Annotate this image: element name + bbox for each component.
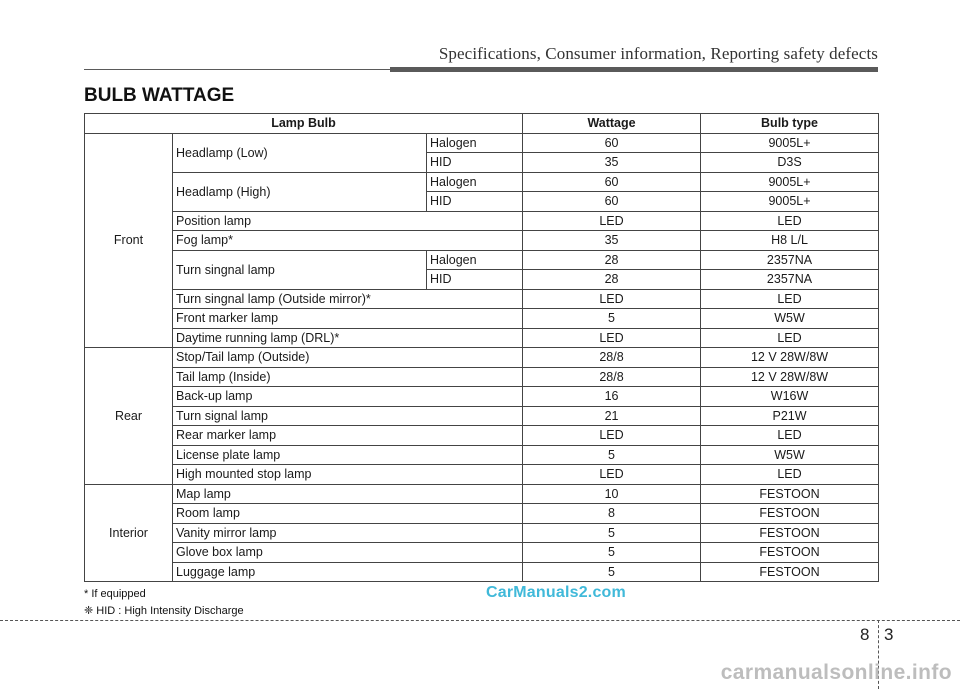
lamp-label: License plate lamp (173, 445, 523, 465)
table-row (85, 133, 879, 153)
wattage-cell: 5 (523, 523, 701, 543)
table-row (85, 231, 879, 251)
watermark-carmanualsonline[interactable]: carmanualsonline.info (720, 661, 952, 684)
watermark-carmanuals2[interactable]: CarManuals2.com (486, 584, 626, 601)
wattage-cell: LED (523, 328, 701, 348)
lamp-label: Tail lamp (Inside) (173, 367, 523, 387)
wattage-cell: 28/8 (523, 348, 701, 368)
wattage-cell: 5 (523, 309, 701, 329)
wattage-cell: 60 (523, 172, 701, 192)
lamp-label: Stop/Tail lamp (Outside) (173, 348, 523, 368)
table-row (85, 523, 879, 543)
wattage-cell: 10 (523, 484, 701, 504)
wattage-cell: 5 (523, 445, 701, 465)
wattage-cell: LED (523, 289, 701, 309)
bulb-type-cell: FESTOON (701, 523, 879, 543)
bulb-type-cell: 12 V 28W/8W (701, 348, 879, 368)
page-title: BULB WATTAGE (84, 85, 235, 106)
table-row (85, 484, 879, 504)
lamp-label: Glove box lamp (173, 543, 523, 563)
group-front: Front (85, 133, 173, 348)
wattage-cell: 5 (523, 543, 701, 563)
lamp-kind: Halogen (427, 172, 523, 192)
bulb-type-cell: FESTOON (701, 562, 879, 582)
wattage-cell: 8 (523, 504, 701, 524)
bulb-wattage-table (84, 113, 879, 582)
footnote-hid: ❈ HID : High Intensity Discharge (84, 605, 244, 617)
wattage-cell: 35 (523, 231, 701, 251)
lamp-label: High mounted stop lamp (173, 465, 523, 485)
lamp-kind: HID (427, 153, 523, 173)
lamp-label: Back-up lamp (173, 387, 523, 407)
header-rule-thin (84, 69, 390, 70)
bulb-type-cell: FESTOON (701, 543, 879, 563)
lamp-label: Front marker lamp (173, 309, 523, 329)
lamp-kind: Halogen (427, 250, 523, 270)
wattage-cell: 60 (523, 133, 701, 153)
header-lamp-bulb: Lamp Bulb (85, 114, 523, 134)
wattage-cell: LED (523, 465, 701, 485)
bulb-type-cell: W16W (701, 387, 879, 407)
bulb-type-cell: LED (701, 465, 879, 485)
lamp-label: Fog lamp* (173, 231, 523, 251)
table-row (85, 543, 879, 563)
lamp-label: Vanity mirror lamp (173, 523, 523, 543)
table-row (85, 406, 879, 426)
wattage-cell: LED (523, 426, 701, 446)
group-rear: Rear (85, 348, 173, 485)
bulb-type-cell: 12 V 28W/8W (701, 367, 879, 387)
lamp-label: Turn singnal lamp (173, 250, 427, 289)
table-row (85, 445, 879, 465)
lamp-label: Headlamp (Low) (173, 133, 427, 172)
table-row (85, 562, 879, 582)
lamp-label: Daytime running lamp (DRL)* (173, 328, 523, 348)
bulb-type-cell: H8 L/L (701, 231, 879, 251)
bulb-type-cell: LED (701, 328, 879, 348)
table-row (85, 309, 879, 329)
table-header-row (85, 114, 879, 134)
bulb-type-cell: LED (701, 289, 879, 309)
wattage-cell: 28/8 (523, 367, 701, 387)
bulb-type-cell: 2357NA (701, 250, 879, 270)
bulb-type-cell: 2357NA (701, 270, 879, 290)
lamp-label: Rear marker lamp (173, 426, 523, 446)
table-row (85, 387, 879, 407)
table-row (85, 172, 879, 192)
lamp-kind: Halogen (427, 133, 523, 153)
bulb-type-cell: W5W (701, 309, 879, 329)
bottom-dashed-rule (0, 620, 960, 621)
bulb-type-cell: 9005L+ (701, 192, 879, 212)
table-row (85, 289, 879, 309)
bulb-type-cell: FESTOON (701, 484, 879, 504)
lamp-label: Position lamp (173, 211, 523, 231)
table-row (85, 348, 879, 368)
wattage-cell: 60 (523, 192, 701, 212)
wattage-cell: 28 (523, 270, 701, 290)
lamp-label: Luggage lamp (173, 562, 523, 582)
wattage-cell: 16 (523, 387, 701, 407)
chapter-number: 8 (860, 625, 870, 644)
footnote-if-equipped: * If equipped (84, 588, 146, 600)
bulb-type-cell: 9005L+ (701, 172, 879, 192)
wattage-cell: LED (523, 211, 701, 231)
bulb-type-cell: W5W (701, 445, 879, 465)
table-row (85, 504, 879, 524)
lamp-label: Headlamp (High) (173, 172, 427, 211)
bulb-type-cell: FESTOON (701, 504, 879, 524)
bulb-type-cell: P21W (701, 406, 879, 426)
table-row (85, 211, 879, 231)
page-number: 3 (884, 625, 894, 644)
table-row (85, 328, 879, 348)
wattage-cell: 35 (523, 153, 701, 173)
bulb-type-cell: D3S (701, 153, 879, 173)
lamp-label: Turn singnal lamp (Outside mirror)* (173, 289, 523, 309)
lamp-kind: HID (427, 192, 523, 212)
table-row (85, 426, 879, 446)
table-row (85, 465, 879, 485)
table-row (85, 250, 879, 270)
wattage-cell: 21 (523, 406, 701, 426)
header-bulb-type: Bulb type (701, 114, 879, 134)
table-row (85, 367, 879, 387)
wattage-cell: 28 (523, 250, 701, 270)
header-rule (390, 67, 878, 72)
header-wattage: Wattage (523, 114, 701, 134)
group-interior: Interior (85, 484, 173, 582)
lamp-label: Map lamp (173, 484, 523, 504)
section-heading: Specifications, Consumer information, Reporting safety defects (438, 44, 878, 63)
lamp-kind: HID (427, 270, 523, 290)
wattage-cell: 5 (523, 562, 701, 582)
lamp-label: Room lamp (173, 504, 523, 524)
lamp-label: Turn signal lamp (173, 406, 523, 426)
bulb-type-cell: LED (701, 426, 879, 446)
bulb-type-cell: LED (701, 211, 879, 231)
bulb-type-cell: 9005L+ (701, 133, 879, 153)
